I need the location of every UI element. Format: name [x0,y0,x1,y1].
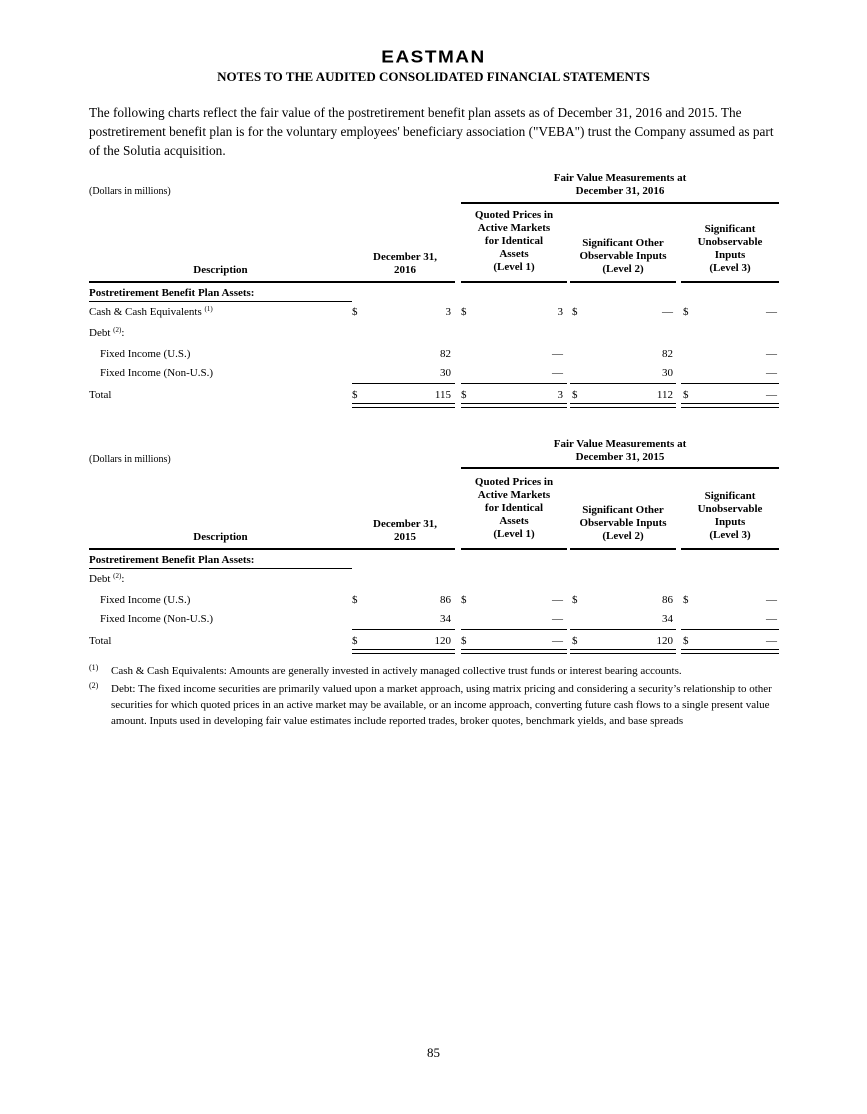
col-level2-line3: (Level 2) [602,263,644,275]
col-level3-header [681,223,779,275]
header-rule [681,281,779,283]
cell-level3-value: — [766,306,777,318]
fair-value-heading-line2: December 31, 2015 [575,451,665,463]
currency-symbol: $ [683,389,689,401]
cell-level3-value: — [766,367,777,379]
cell-date-value: 86 [440,594,451,606]
cell-date-value: 3 [445,306,451,318]
currency-symbol: $ [461,635,467,647]
section-underline [89,301,352,302]
col-level1-line1: Quoted Prices in [474,476,554,488]
col-level3-line3: Inputs [714,249,746,261]
currency-symbol: $ [683,594,689,606]
header-rule [461,281,567,283]
cell-level2-value: 34 [662,613,673,625]
col-level1-line3: for Identical [484,235,544,247]
col-level1-line5: (Level 1) [493,528,535,540]
currency-symbol: $ [352,306,358,318]
company-logo: EASTMAN [381,48,486,67]
total-double-rule [681,403,779,408]
cell-level3-value: — [766,613,777,625]
col-level2-header [570,237,676,276]
total-double-rule [461,649,567,654]
col-level3-line2: Unobservable [697,503,763,515]
col-level3-line4: (Level 3) [709,262,751,274]
table-row-label: Fixed Income (Non-U.S.) [100,613,214,625]
subtotal-rule [461,629,567,630]
col-level2-line1: Significant Other [582,504,664,516]
col-date-line1: December 31, [373,251,437,263]
col-date-line2: 2016 [394,264,416,276]
header-rule [89,548,455,550]
cell-level3-value: — [766,635,777,647]
subtotal-rule [352,383,455,384]
col-level1-header [461,209,567,274]
col-level3-line1: Significant [704,223,756,235]
col-level3-line4: (Level 3) [709,529,751,541]
cell-level3-value: — [766,594,777,606]
cell-date-value: 30 [440,367,451,379]
table-row-label: Debt $^{(2)}$: [89,326,125,339]
cell-level1-value: 3 [557,306,563,318]
col-level1-line5: (Level 1) [493,261,535,273]
col-level3-header [681,490,779,542]
currency-symbol: $ [461,389,467,401]
col-level1-line2: Active Markets [477,489,551,501]
total-double-rule [681,649,779,654]
cell-level1-value: — [552,613,563,625]
footnote-text: Cash & Cash Equivalents: Amounts are generally invested in actively managed collective trust funds or interest bearing accounts. [111,665,682,677]
col-level3-line2: Unobservable [697,236,763,248]
section-heading: Postretirement Benefit Plan Assets: [89,554,255,566]
currency-symbol: $ [461,594,467,606]
table-row-label: Fixed Income (Non-U.S.) [100,367,214,379]
cell-level2-value: 30 [662,367,673,379]
cell-level1-value: — [552,594,563,606]
page-number: 85 [427,1045,440,1060]
col-level1-line2: Active Markets [477,222,551,234]
col-level2-line1: Significant Other [582,237,664,249]
fair-value-heading-rule [461,202,779,204]
col-description-header: Description [193,531,248,543]
intro-paragraph: The following charts reflect the fair value of the postretirement benefit plan assets as of December 31, 2016 and 2015. The postretirement benefit plan is for the voluntary employees' beneficiary association ("VEBA") trust the Company assumed as part of the Solutia acquisition. [89,105,774,158]
currency-symbol: $ [683,635,689,647]
cell-level2-value: — [662,306,673,318]
table-row-label: Fixed Income (U.S.) [100,594,191,606]
fair-value-heading-line1: Fair Value Measurements at [553,172,687,184]
fair-value-heading [461,438,779,464]
cell-level1-value: — [552,367,563,379]
col-level2-line3: (Level 2) [602,530,644,542]
total-double-rule [570,403,676,408]
col-date-header [355,251,455,277]
total-double-rule [352,649,455,654]
table-row-label: Cash & Cash Equivalents $^{(1)}$ [89,305,213,318]
col-description-header: Description [193,264,248,276]
cell-date-value: 115 [434,389,451,401]
cell-level1-value: — [552,348,563,360]
total-double-rule [461,403,567,408]
cell-date-value: 82 [440,348,451,360]
subtotal-rule [681,383,779,384]
cell-level1-value: — [552,635,563,647]
subtotal-rule [461,383,567,384]
currency-symbol: $ [461,306,467,318]
table-row-label: Fixed Income (U.S.) [100,348,191,360]
col-level1-line1: Quoted Prices in [474,209,554,221]
currency-symbol: $ [683,306,689,318]
cell-level3-value: — [766,348,777,360]
cell-date-value: 34 [440,613,451,625]
units-note: (Dollars in millions) [89,454,171,465]
currency-symbol: $ [352,594,358,606]
cell-date-value: 120 [434,635,451,647]
cell-level2-value: 112 [656,389,673,401]
header-rule [681,548,779,550]
section-underline [89,568,352,569]
col-level2-line2: Observable Inputs [579,517,667,529]
page-title: NOTES TO THE AUDITED CONSOLIDATED FINANCIAL STATEMENTS [217,69,650,84]
col-level1-header [461,476,567,541]
header-rule [570,548,676,550]
currency-symbol: $ [572,306,578,318]
header-rule [89,281,455,283]
units-note: (Dollars in millions) [89,186,171,197]
cell-level2-value: 120 [656,635,673,647]
cell-level3-value: — [766,389,777,401]
table-row-label: Total [89,389,112,401]
footnote-mark: (1) [89,663,99,672]
footnote-1 [89,663,781,679]
fair-value-heading [461,172,779,198]
footnote-2 [89,681,781,729]
col-date-line2: 2015 [394,531,416,543]
header-rule [461,548,567,550]
cell-level2-value: 86 [662,594,673,606]
footnote-text: Debt: The fixed income securities are primarily valued upon a market approach, using matrix pricing and considering a security’s relationship to other securities for which quoted prices in an active market may be available, or an income approach, converting future cash flows to a single present value amount. Inputs used in developing fair value estimates include reported trades, broker quotes, benchmark yields, and base spreads [111,683,772,727]
col-level1-line4: Assets [499,515,529,527]
subtotal-rule [681,629,779,630]
cell-level2-value: 82 [662,348,673,360]
cell-level1-value: 3 [557,389,563,401]
subtotal-rule [570,629,676,630]
total-double-rule [570,649,676,654]
col-level2-header [570,504,676,543]
subtotal-rule [352,629,455,630]
col-level2-line2: Observable Inputs [579,250,667,262]
table-row-label: Total [89,635,112,647]
fair-value-heading-line2: December 31, 2016 [575,185,665,197]
currency-symbol: $ [572,389,578,401]
total-double-rule [352,403,455,408]
col-level1-line4: Assets [499,248,529,260]
fair-value-heading-line1: Fair Value Measurements at [553,438,687,450]
table-row-label: Debt $^{(2)}$: [89,572,125,585]
currency-symbol: $ [352,389,358,401]
subtotal-rule [570,383,676,384]
header-rule [570,281,676,283]
currency-symbol: $ [352,635,358,647]
footnote-mark: (2) [89,681,99,690]
currency-symbol: $ [572,594,578,606]
col-date-line1: December 31, [373,518,437,530]
section-heading: Postretirement Benefit Plan Assets: [89,287,255,299]
col-level1-line3: for Identical [484,502,544,514]
col-level3-line1: Significant [704,490,756,502]
currency-symbol: $ [572,635,578,647]
col-level3-line3: Inputs [714,516,746,528]
col-date-header [355,518,455,544]
fair-value-heading-rule [461,467,779,469]
